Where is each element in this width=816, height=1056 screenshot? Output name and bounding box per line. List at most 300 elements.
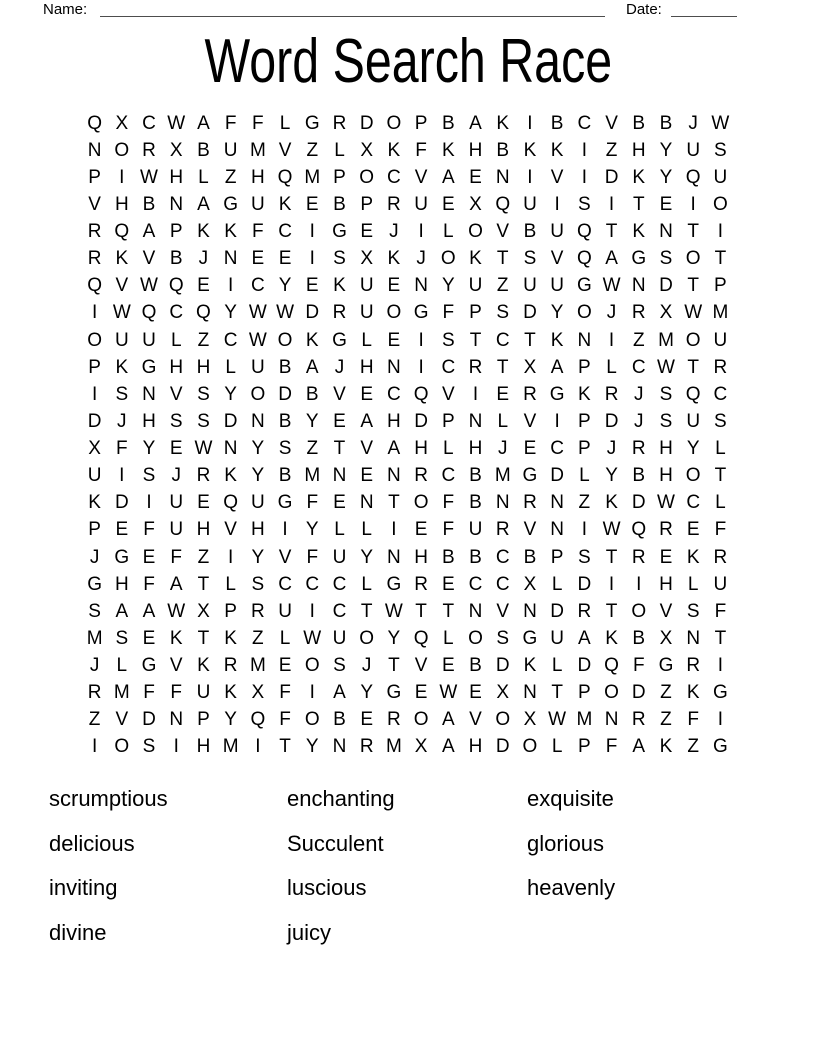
grid-letter: G [332, 329, 347, 351]
grid-letter: U [468, 519, 483, 541]
grid-letter: D [631, 682, 646, 704]
grid-letter: S [496, 302, 510, 324]
grid-letter: K [550, 139, 564, 161]
grid-letter: G [304, 112, 320, 134]
grid-letter: M [576, 709, 593, 731]
grid-letter: I [146, 492, 152, 514]
grid-letter: B [169, 248, 183, 270]
grid-letter: R [523, 492, 537, 514]
grid-letter: D [659, 275, 673, 297]
grid-letter: V [169, 655, 183, 677]
grid-letter: E [197, 275, 210, 297]
grid-letter: G [277, 492, 293, 514]
grid-letter: L [361, 329, 372, 351]
grid-letter: W [140, 166, 158, 188]
grid-letter: H [659, 573, 673, 595]
grid-letter: V [88, 193, 101, 215]
grid-letter: X [469, 193, 482, 215]
grid-letter: Y [686, 438, 700, 460]
grid-letter: D [495, 655, 510, 677]
grid-letter: B [632, 465, 646, 487]
grid-letter: I [418, 329, 424, 351]
grid-letter: S [578, 546, 591, 568]
grid-letter: E [523, 438, 537, 460]
grid-letter: Q [141, 302, 157, 324]
grid-letter: V [550, 248, 564, 270]
grid-letter: S [523, 248, 537, 270]
grid-letter: V [115, 709, 129, 731]
grid-letter: T [496, 248, 509, 270]
grid-letter: Z [252, 627, 264, 649]
grid-letter: P [333, 166, 346, 188]
grid-letter: E [305, 193, 319, 215]
grid-letter: Q [87, 275, 102, 297]
grid-letter: R [713, 356, 728, 378]
grid-letter: X [360, 248, 374, 270]
grid-letter: C [278, 573, 292, 595]
grid-letter: G [631, 248, 647, 270]
grid-letter: H [631, 139, 646, 161]
grid-letter: W [140, 275, 158, 297]
grid-letter: S [686, 600, 700, 622]
grid-letter: N [87, 139, 102, 161]
grid-letter: P [88, 356, 101, 378]
grid-letter: U [332, 627, 347, 649]
grid-letter: N [495, 166, 510, 188]
grid-letter: I [608, 193, 615, 215]
grid-letter: J [416, 248, 426, 270]
grid-letter: B [469, 546, 482, 568]
grid-letter: B [550, 112, 564, 134]
grid-letter: U [250, 492, 265, 514]
grid-letter: T [197, 627, 210, 649]
grid-letter: P [414, 112, 428, 134]
grid-letter: K [305, 329, 319, 351]
grid-letter: X [88, 438, 101, 460]
grid-letter: Z [88, 709, 101, 731]
grid-letter: J [606, 302, 617, 324]
grid-letter: B [523, 221, 537, 243]
grid-letter: U [713, 329, 728, 351]
grid-letter: N [468, 600, 483, 622]
grid-letter: K [496, 112, 510, 134]
grid-letter: W [167, 112, 186, 134]
word-list-item: enchanting [287, 786, 395, 811]
grid-letter: I [119, 465, 125, 487]
grid-letter: S [251, 573, 265, 595]
grid-letter: J [117, 410, 127, 432]
grid-letter: G [141, 356, 157, 378]
grid-letter: N [223, 438, 238, 460]
grid-letter: W [248, 302, 267, 324]
grid-letter: T [279, 736, 291, 758]
grid-letter: H [387, 410, 401, 432]
grid-letter: L [334, 139, 345, 161]
grid-letter: N [387, 356, 401, 378]
grid-letter: G [413, 302, 429, 324]
grid-letter: Y [441, 275, 455, 297]
grid-letter: H [250, 166, 265, 188]
grid-letter: R [387, 709, 401, 731]
grid-letter: O [468, 627, 483, 649]
grid-letter: Y [305, 736, 319, 758]
grid-letter: W [384, 600, 403, 622]
grid-letter: O [114, 139, 130, 161]
grid-letter: E [333, 410, 346, 432]
grid-letter: T [524, 329, 536, 351]
grid-letter: C [495, 329, 510, 351]
grid-letter: Z [660, 682, 672, 704]
grid-letter: H [169, 166, 184, 188]
grid-letter: C [278, 221, 292, 243]
grid-letter: Q [685, 383, 701, 405]
grid-letter: Q [413, 383, 429, 405]
word-list-item: divine [49, 919, 107, 945]
grid-letter: M [658, 329, 674, 351]
grid-letter: X [414, 736, 428, 758]
grid-letter: G [522, 465, 538, 487]
grid-letter: J [89, 546, 100, 568]
grid-letter: E [360, 383, 374, 405]
grid-letter: P [714, 275, 727, 297]
grid-letter: R [142, 139, 156, 161]
grid-letter: W [657, 356, 675, 378]
grid-letter: V [523, 519, 537, 541]
grid-letter: V [278, 139, 292, 161]
grid-letter: H [359, 356, 374, 378]
grid-letter: L [279, 627, 291, 649]
grid-letter: V [360, 438, 374, 460]
word-list-item: delicious [49, 830, 135, 856]
grid-letter: I [690, 193, 696, 215]
grid-letter: V [550, 166, 564, 188]
grid-letter: F [714, 519, 727, 541]
grid-letter: N [359, 492, 374, 514]
grid-letter: G [549, 383, 565, 405]
grid-letter: N [659, 221, 673, 243]
grid-letter: I [581, 519, 587, 541]
grid-letter: I [717, 709, 724, 731]
grid-letter: V [224, 519, 237, 541]
grid-letter: C [332, 573, 347, 595]
grid-letter: J [606, 438, 617, 460]
grid-letter: L [170, 329, 182, 351]
grid-letter: S [496, 627, 510, 649]
grid-letter: B [469, 465, 482, 487]
grid-letter: K [441, 139, 455, 161]
grid-letter: I [391, 519, 397, 541]
grid-letter: E [659, 546, 673, 568]
grid-letter: F [143, 682, 155, 704]
grid-letter: N [604, 709, 619, 731]
grid-letter: X [523, 573, 537, 595]
grid-letter: E [142, 546, 156, 568]
grid-letter: Y [659, 139, 673, 161]
grid-letter: I [636, 573, 642, 595]
grid-letter: L [715, 492, 726, 514]
grid-letter: O [87, 329, 102, 351]
grid-letter: V [333, 383, 346, 405]
grid-letter: S [197, 383, 210, 405]
grid-letter: X [360, 139, 374, 161]
grid-letter: Q [87, 112, 102, 134]
grid-letter: K [605, 492, 618, 514]
grid-letter: H [468, 736, 483, 758]
grid-letter: Y [360, 546, 374, 568]
grid-letter: C [223, 329, 238, 351]
grid-letter: K [169, 627, 183, 649]
grid-letter: N [495, 492, 510, 514]
grid-letter: D [523, 302, 537, 324]
grid-letter: B [142, 193, 156, 215]
grid-letter: N [686, 627, 701, 649]
grid-letter: U [523, 193, 537, 215]
grid-letter: Y [142, 438, 156, 460]
grid-letter: C [441, 465, 456, 487]
grid-letter: F [632, 655, 645, 677]
grid-letter: L [225, 356, 236, 378]
grid-letter: A [142, 221, 156, 243]
grid-letter: A [305, 356, 319, 378]
grid-letter: F [442, 492, 455, 514]
grid-letter: H [659, 438, 673, 460]
grid-letter: R [659, 519, 673, 541]
grid-letter: O [631, 600, 647, 622]
grid-letter: B [632, 112, 646, 134]
grid-letter: F [252, 221, 264, 243]
grid-letter: F [279, 682, 291, 704]
grid-letter: I [309, 600, 315, 622]
grid-letter: Y [605, 465, 618, 487]
grid-letter: T [605, 221, 618, 243]
grid-letter: Q [685, 166, 701, 188]
grid-letter: M [113, 682, 130, 704]
grid-letter: D [142, 709, 156, 731]
grid-letter: T [496, 356, 509, 378]
grid-letter: E [441, 193, 455, 215]
grid-letter: J [171, 465, 181, 487]
grid-letter: I [418, 221, 424, 243]
word-list-item: scrumptious [49, 786, 168, 811]
grid-letter: J [89, 655, 100, 677]
grid-letter: E [115, 519, 129, 541]
grid-letter: I [119, 166, 125, 188]
grid-letter: S [88, 600, 101, 622]
name-fill-line [100, 1, 605, 17]
grid-letter: O [604, 682, 619, 704]
grid-letter: S [169, 410, 183, 432]
grid-letter: C [577, 112, 592, 134]
grid-letter: U [169, 519, 184, 541]
grid-letter: M [494, 465, 511, 487]
grid-letter: T [197, 573, 210, 595]
grid-letter: O [277, 329, 293, 351]
grid-letter: K [632, 166, 646, 188]
grid-letter: I [717, 221, 724, 243]
grid-letter: I [581, 139, 587, 161]
grid-letter: P [360, 193, 374, 215]
grid-letter: O [685, 329, 701, 351]
grid-letter: Y [251, 438, 265, 460]
grid-letter: J [634, 383, 644, 405]
grid-letter: G [713, 682, 728, 704]
grid-letter: M [712, 302, 729, 324]
grid-letter: I [527, 112, 533, 134]
grid-letter: P [197, 709, 210, 731]
grid-letter: B [278, 410, 292, 432]
grid-letter: E [469, 682, 482, 704]
grid-letter: T [605, 546, 618, 568]
grid-letter: O [522, 736, 538, 758]
grid-letter: Z [687, 736, 699, 758]
grid-letter: O [114, 736, 130, 758]
grid-letter: K [659, 736, 673, 758]
grid-letter: K [88, 492, 101, 514]
grid-letter: N [523, 682, 537, 704]
grid-letter: R [631, 438, 646, 460]
grid-letter: T [388, 655, 400, 677]
grid-letter: D [114, 492, 129, 514]
grid-letter: V [414, 166, 428, 188]
grid-letter: B [197, 139, 210, 161]
grid-letter: E [496, 383, 510, 405]
grid-letter: I [228, 275, 234, 297]
grid-letter: K [605, 627, 618, 649]
grid-letter: C [631, 356, 646, 378]
grid-letter: I [173, 736, 179, 758]
grid-letter: R [631, 546, 646, 568]
grid-letter: D [278, 383, 292, 405]
grid-letter: K [686, 682, 700, 704]
grid-letter: Y [224, 383, 237, 405]
grid-letter: D [631, 492, 646, 514]
grid-letter: A [441, 166, 455, 188]
grid-letter: Y [305, 519, 319, 541]
grid-letter: C [169, 302, 184, 324]
grid-letter: H [196, 519, 211, 541]
grid-letter: T [388, 492, 400, 514]
grid-letter: N [387, 465, 401, 487]
grid-letter: X [523, 356, 537, 378]
grid-letter: F [170, 682, 183, 704]
grid-letter: M [222, 736, 239, 758]
grid-letter: U [196, 682, 211, 704]
grid-letter: I [309, 221, 315, 243]
grid-letter: S [115, 383, 129, 405]
grid-letter: G [332, 221, 347, 243]
grid-letter: M [249, 655, 266, 677]
grid-letter: L [497, 410, 509, 432]
grid-letter: E [414, 519, 428, 541]
grid-letter: H [659, 465, 673, 487]
grid-letter: E [305, 275, 319, 297]
grid-letter: T [632, 193, 645, 215]
grid-letter: A [142, 600, 156, 622]
grid-letter: C [713, 383, 728, 405]
grid-letter: Q [495, 193, 511, 215]
grid-letter: L [361, 519, 372, 541]
grid-letter: M [86, 627, 103, 649]
grid-letter: N [223, 248, 238, 270]
grid-letter: I [255, 736, 261, 758]
grid-letter: U [114, 329, 129, 351]
word-list-column [527, 777, 615, 911]
grid-letter: P [469, 302, 482, 324]
grid-letter: F [170, 546, 183, 568]
grid-letter: K [278, 193, 292, 215]
grid-letter: O [576, 302, 592, 324]
grid-letter: F [442, 302, 455, 324]
grid-letter: A [441, 736, 455, 758]
grid-letter: C [332, 600, 347, 622]
grid-letter: G [713, 736, 728, 758]
grid-letter: O [468, 221, 483, 243]
grid-letter: L [116, 655, 128, 677]
grid-letter: O [386, 302, 402, 324]
grid-letter: R [577, 600, 592, 622]
grid-letter: L [334, 519, 345, 541]
grid-letter: A [441, 709, 455, 731]
grid-letter: U [468, 275, 483, 297]
grid-letter: O [685, 465, 701, 487]
grid-letter: S [142, 736, 156, 758]
grid-letter: H [196, 736, 211, 758]
grid-letter: C [250, 275, 265, 297]
grid-letter: O [413, 709, 429, 731]
grid-letter: E [387, 275, 401, 297]
grid-letter: R [359, 736, 374, 758]
grid-letter: T [333, 438, 346, 460]
grid-letter: T [687, 275, 699, 297]
grid-letter: Z [306, 438, 319, 460]
grid-letter: E [142, 627, 156, 649]
word-list-item: juicy [287, 919, 332, 945]
grid-letter: Q [114, 221, 130, 243]
grid-letter: C [387, 383, 401, 405]
grid-letter: O [304, 709, 320, 731]
page-title-text: Word Search Race [204, 27, 612, 96]
grid-letter: R [387, 193, 401, 215]
grid-letter: C [441, 356, 456, 378]
grid-letter: Y [550, 302, 564, 324]
grid-letter: J [361, 655, 372, 677]
word-list-item: glorious [527, 830, 605, 856]
grid-letter: R [631, 709, 646, 731]
grid-letter: W [167, 600, 186, 622]
grid-letter: F [306, 492, 319, 514]
grid-letter: R [414, 465, 428, 487]
grid-letter: K [387, 248, 401, 270]
grid-letter: Y [224, 709, 237, 731]
grid-letter: L [606, 356, 617, 378]
grid-letter: O [495, 709, 511, 731]
grid-letter: Q [576, 248, 592, 270]
grid-letter: L [579, 465, 590, 487]
grid-letter: U [713, 573, 728, 595]
grid-letter: K [224, 627, 237, 649]
grid-letter: H [250, 519, 265, 541]
grid-letter: A [360, 410, 374, 432]
grid-letter: C [305, 573, 320, 595]
grid-letter: S [578, 193, 591, 215]
grid-letter: O [304, 655, 320, 677]
grid-letter: U [332, 546, 347, 568]
grid-letter: U [550, 275, 564, 297]
grid-letter: N [332, 465, 347, 487]
grid-letter: G [386, 573, 402, 595]
grid-letter: U [550, 221, 564, 243]
grid-letter: I [91, 383, 98, 405]
